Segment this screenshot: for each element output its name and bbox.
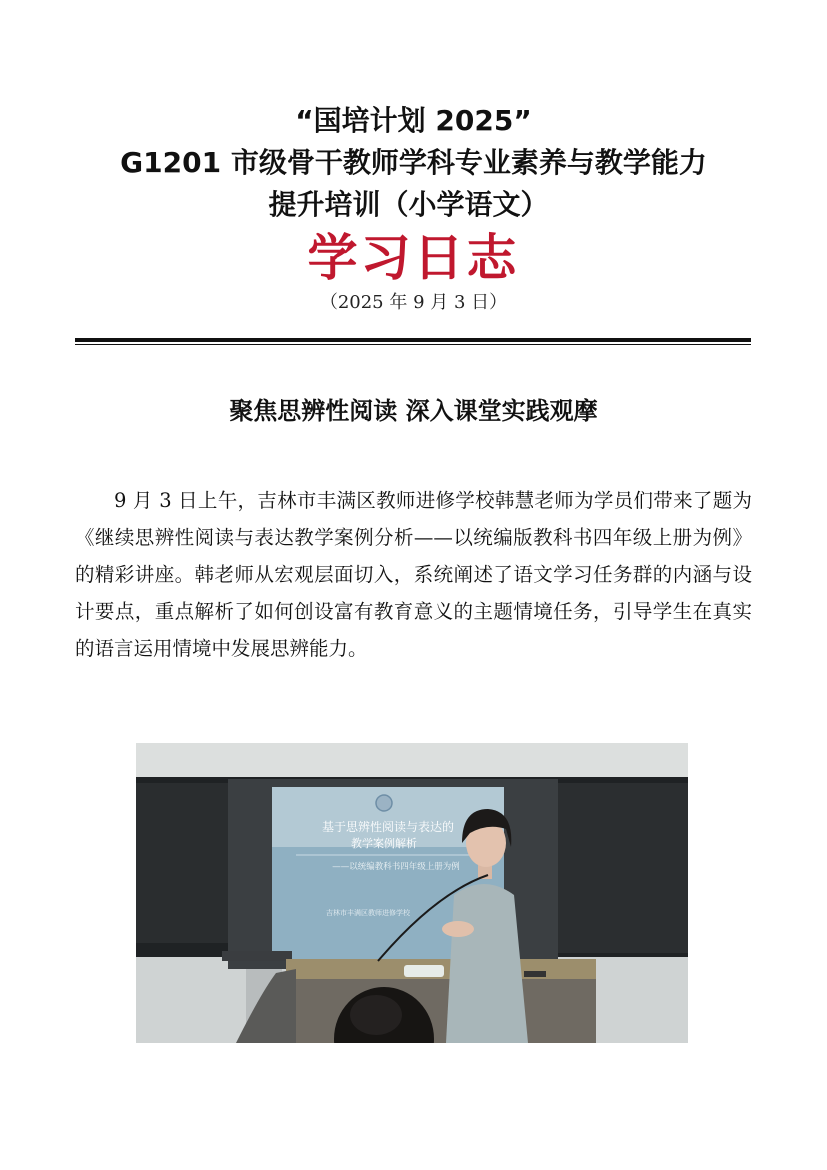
school-logo-icon [376,795,392,811]
slide-subtitle: ——以统编教科书四年级上册为例 [332,862,460,872]
slide-title-1: 基于思辨性阅读与表达的 [321,820,455,834]
document-header [0,100,827,316]
lecture-photo [136,743,688,1043]
article-title: 聚焦思辨性阅读 深入课堂实践观摩 [229,396,598,425]
header-divider-thick [75,338,751,342]
header-divider-thin [75,344,751,345]
slide-title-2: 教学案例解析 [351,837,417,850]
article-paragraph: 9 月 3 日上午，吉林市丰满区教师进修学校韩慧老师为学员们带来了题为《继续思辨性阅读与表达教学案例分析——以统编版教科书四年级上册为例》的精彩讲座。韩老师从宏观层面切入，系统阐述了语文学习任务群的内涵与设计要点，重点解析了如何创设富有教育意义的主题情境任务，引导学生在真实的语言运用情境中发展思辨能力。 [75,489,752,660]
training-subject: 提升培训（小学语文） [268,188,549,221]
page-title: 学习日志 [307,229,520,287]
program-name: “国培计划 2025” [295,104,532,137]
slide-footer: 吉林市丰满区教师进修学校 [326,909,410,917]
training-name: G1201 市级骨干教师学科专业素养与教学能力 [120,146,707,179]
log-date: （2025 年 9 月 3 日） [319,292,508,313]
